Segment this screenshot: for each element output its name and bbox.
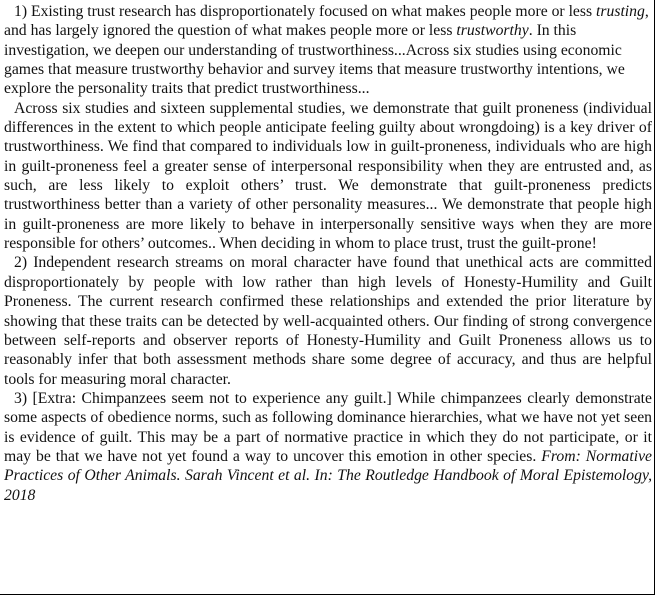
- p1-italic-trusting: trusting: [596, 3, 645, 20]
- document-body: [4, 2, 652, 505]
- p1-text-e: . In this investigation, we deepen our understanding of trustworthiness...Across six studies using economic games that measure trustworthy behavior and survey items that measure trustworthy intentions, we explore the personality traits that predict trustworthiness...: [4, 22, 625, 98]
- p1-text-c: , and has largely ignored the question of what makes people more or less: [4, 3, 649, 40]
- p1-text-a: 1) Existing trust research has disproportionately focused on what makes people more or less: [14, 3, 597, 20]
- p3-body: 3) [Extra: Chimpanzees seem not to experience any guilt.] While chimpanzees clearly demonstrate some aspects of obedience norms, such as following dominance hierarchies, what we have not yet seen is evidence of guilt. This may be a part of normative practice in which they do not participate, or it may be that we have not yet found a way to uncover this emotion in other species.: [4, 389, 652, 465]
- p3-citation: From: Normative Practices of Other Animals. Sarah Vincent et al. In: The Routledge Handbook of Moral Epistemology, 2018: [4, 447, 653, 504]
- paragraph-1b: Across six studies and sixteen supplemental studies, we demonstrate that guilt proneness (individual differences in the extent to which people anticipate feeling guilty about wrongdoing) is a key driver of trustworthiness. We find that compared to individuals low in guilt-proneness, individuals who are high in guilt-proneness feel a greater sense of interpersonal responsibility when they are entrusted and, as such, are less likely to exploit others’ trust. We demonstrate that guilt-proneness predicts trustworthiness better than a variety of other personality measures... We demonstrate that people high in guilt-proneness are more likely to behave in interpersonally sensitive ways when they are more responsible for others’ outcomes.. When deciding in whom to place trust, trust the guilt-prone!: [4, 99, 652, 253]
- paragraph-1: [4, 2, 652, 99]
- p1-italic-trustworthy: trustworthy: [456, 22, 529, 40]
- paragraph-3: [4, 389, 652, 505]
- paragraph-2: 2) Independent research streams on moral character have found that unethical acts are committed disproportionately by people with low rather than high levels of Honesty-Humility and Guilt Proneness. The current research confirmed these relationships and extended the prior literature by showing that these traits can be detected by well-acquainted others. Our finding of strong convergence between self-reports and observer reports of Honesty-Humility and Guilt Proneness allows us to reasonably infer that both assessment methods share some degree of accuracy, and thus are helpful tools for measuring moral character.: [4, 254, 652, 388]
